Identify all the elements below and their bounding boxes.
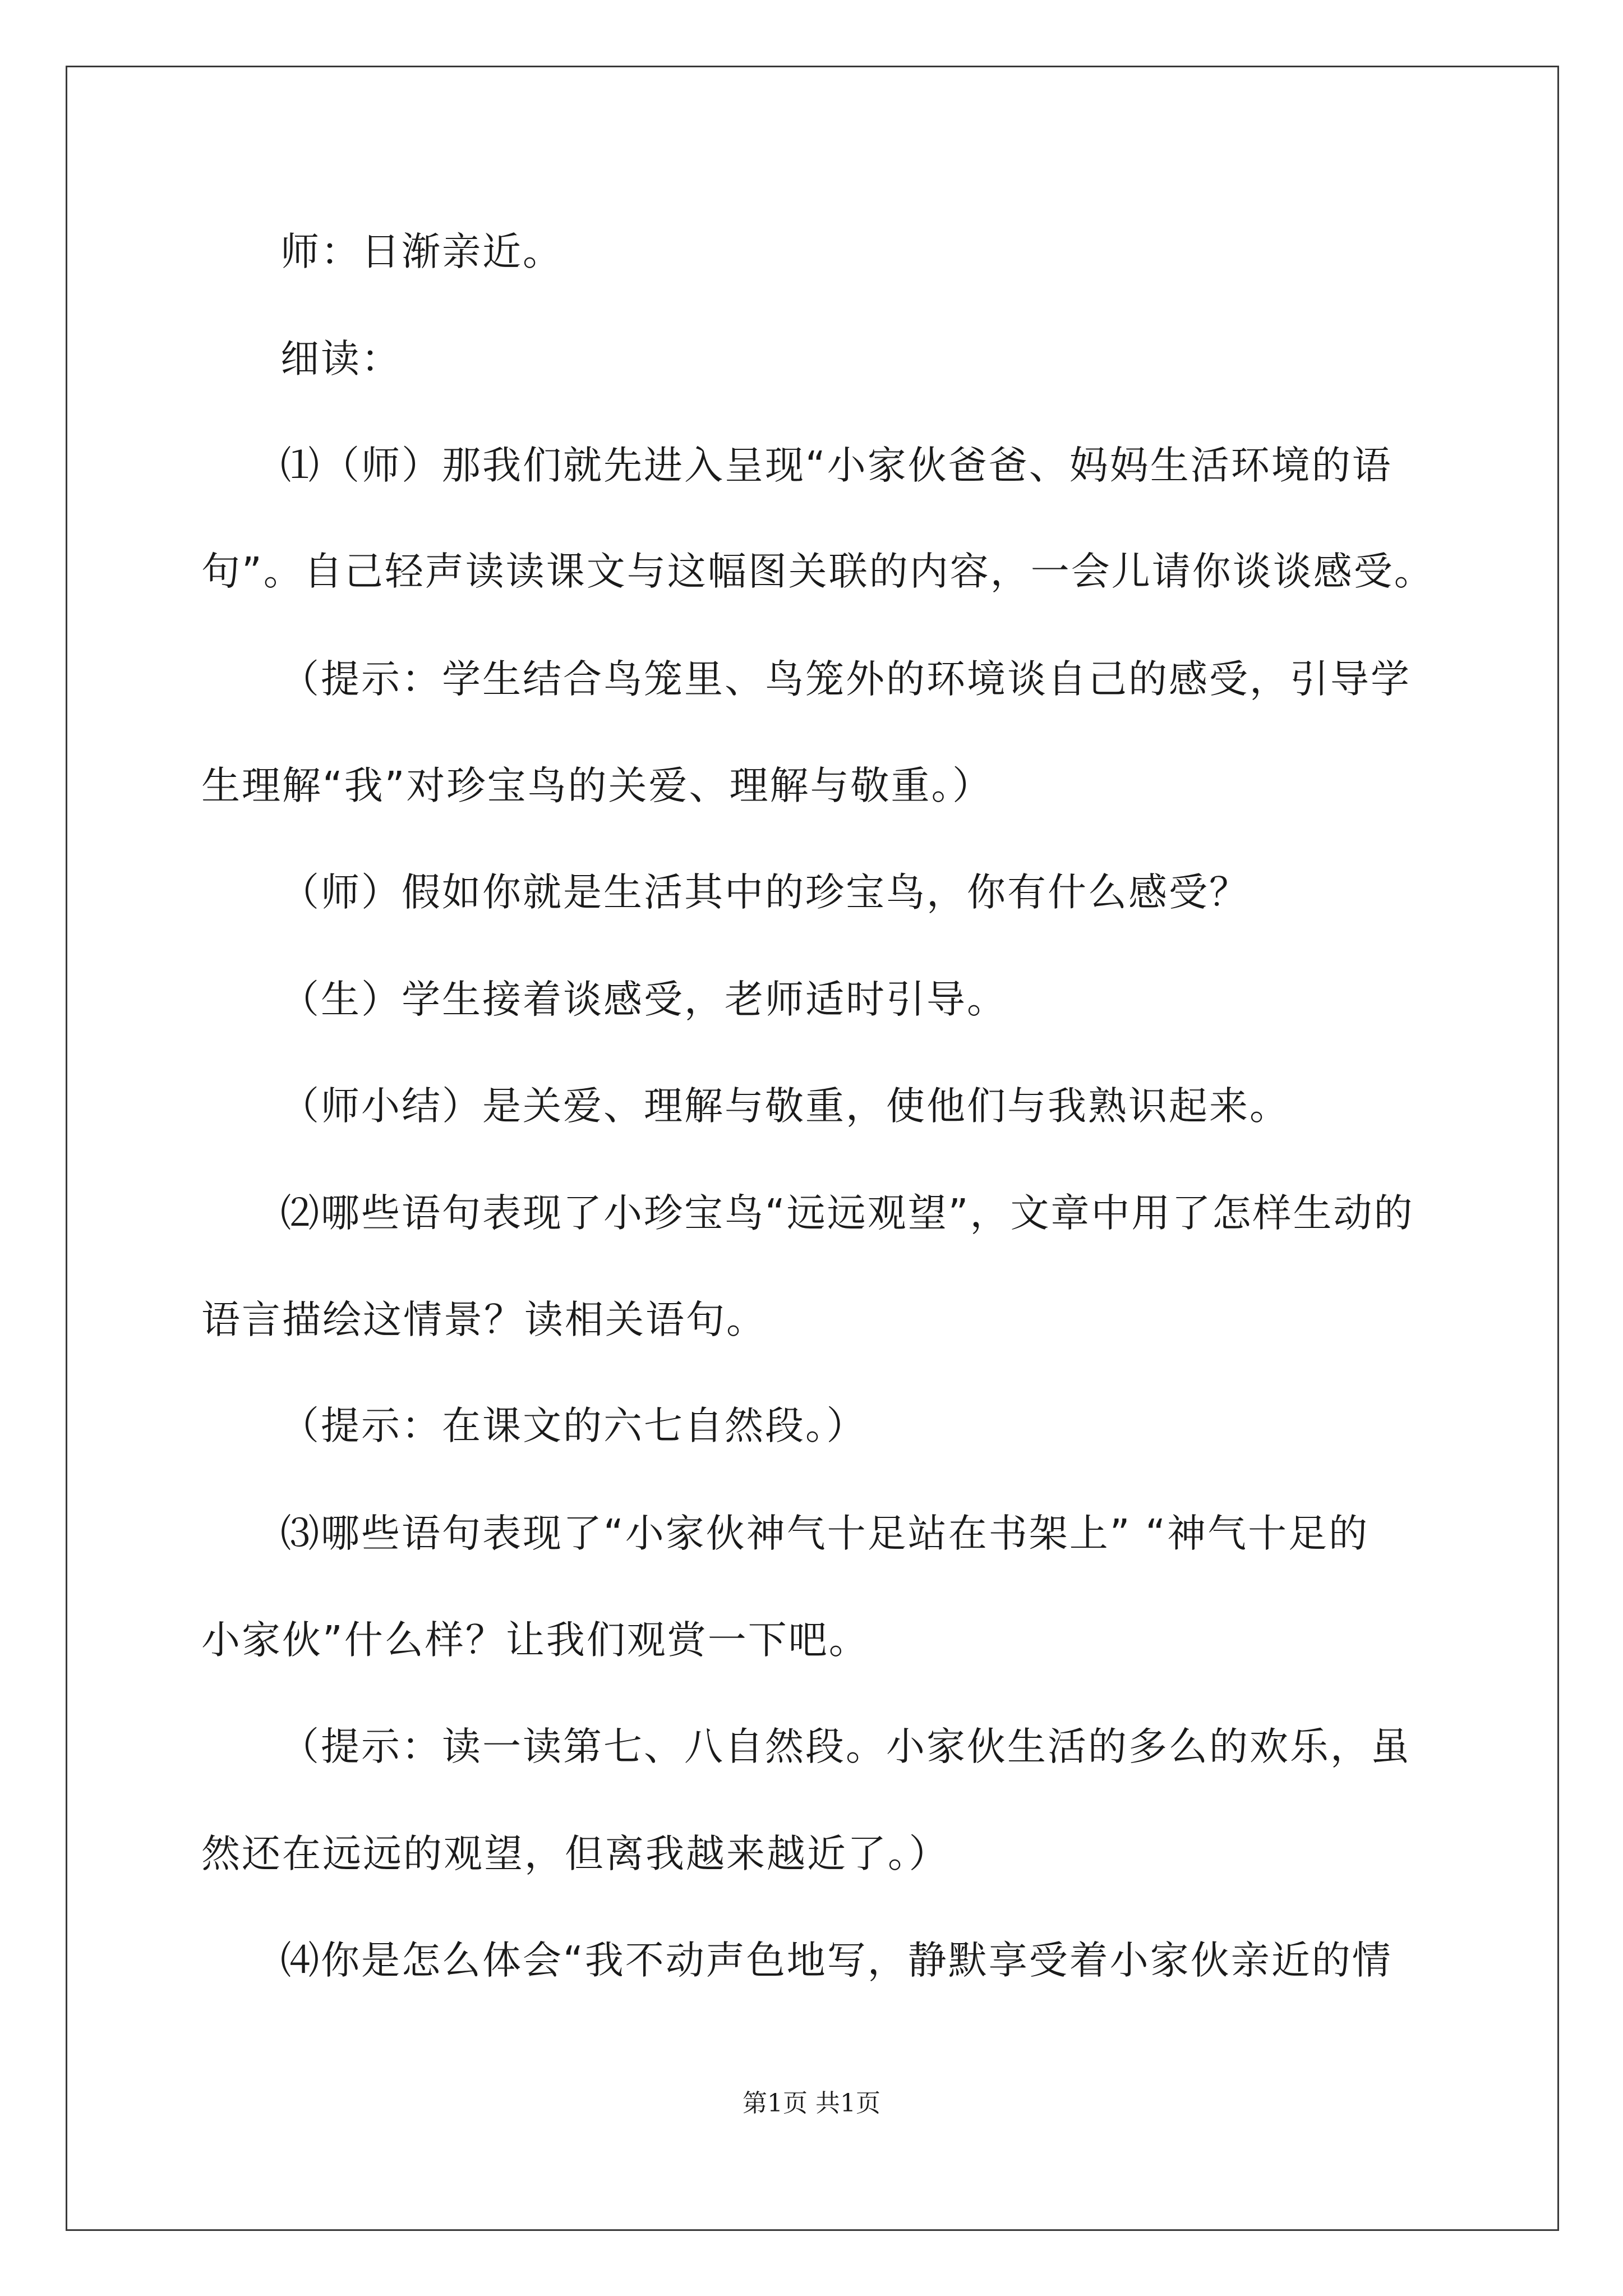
- page-border: [66, 66, 1559, 2231]
- paragraph-line-15: （提示：读一读第七、八自然段。小家伙生活的多么的欢乐，虽: [280, 1724, 1411, 1769]
- paragraph-line-1: 师：日渐亲近。: [280, 229, 563, 274]
- paragraph-line-13: ⑶哪些语句表现了“小家伙神气十足站在书架上” “神气十足的: [280, 1511, 1370, 1556]
- paragraph-line-2: 细读：: [280, 337, 402, 381]
- paragraph-line-17: ⑷你是怎么体会“我不动声色地写，静默享受着小家伙亲近的情: [280, 1938, 1393, 1983]
- paragraph-line-6: 生理解“我”对珍宝鸟的关爱、理解与敬重。）: [201, 763, 993, 808]
- paragraph-line-11: 语言描绘这情景？读相关语句。: [201, 1297, 767, 1342]
- paragraph-line-8: （生）学生接着谈感受，老师适时引导。: [280, 977, 1007, 1022]
- paragraph-line-14: 小家伙”什么样？让我们观赏一下吧。: [201, 1618, 869, 1663]
- page-footer: 第1页 共1页: [743, 2089, 880, 2118]
- paragraph-line-16: 然还在远远的观望，但离我越来越近了。）: [201, 1832, 949, 1876]
- paragraph-line-5: （提示：学生结合鸟笼里、鸟笼外的环境谈自己的感受，引导学: [280, 657, 1411, 702]
- paragraph-line-7: （师）假如你就是生活其中的珍宝鸟，你有什么感受？: [280, 870, 1249, 915]
- paragraph-line-4: 句”。自己轻声读读课文与这幅图关联的内容，一会儿请你谈谈感受。: [201, 549, 1435, 594]
- paragraph-line-9: （师小结）是关爱、理解与敬重，使他们与我熟识起来。: [280, 1084, 1290, 1129]
- paragraph-line-10: ⑵哪些语句表现了小珍宝鸟“远远观望”，文章中用了怎样生动的: [280, 1191, 1414, 1236]
- paragraph-line-3: ⑴（师）那我们就先进入呈现“小家伙爸爸、妈妈生活环境的语: [280, 443, 1393, 488]
- paragraph-line-12: （提示：在课文的六七自然段。）: [280, 1404, 867, 1448]
